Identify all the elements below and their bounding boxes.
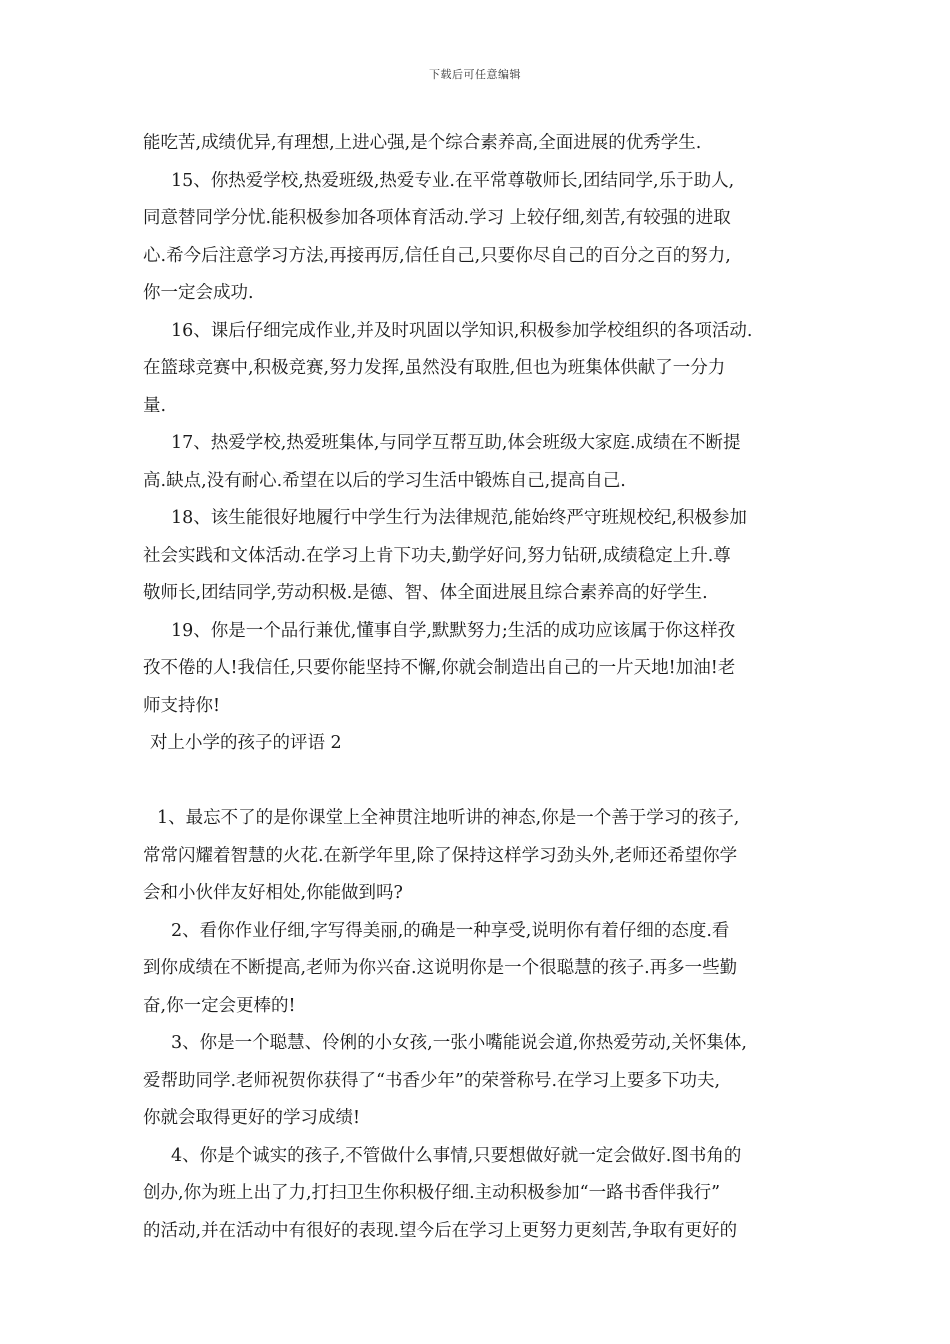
text-line: 能吃苦,成绩优异,有理想,上进心强,是个综合素养高,全面进展的优秀学生. bbox=[143, 133, 702, 153]
paragraph-16-start: 16、课后仔细完成作业,并及时巩固以学知识,积极参加学校组织的各项活动. bbox=[171, 320, 753, 341]
text-line: 会和小伙伴友好相处,你能做到吗? bbox=[143, 883, 403, 903]
paragraph-3-start: 3、你是一个聪慧、伶俐的小女孩,一张小嘴能说会道,你热爱劳动,关怀集体, bbox=[171, 1033, 747, 1053]
paragraph-4-start: 4、你是个诚实的孩子,不管做什么事情,只要想做好就一定会做好.图书角的 bbox=[171, 1145, 742, 1166]
text-line: 奋,你一定会更棒的! bbox=[143, 995, 296, 1016]
text-line: 常常闪耀着智慧的火花.在新学年里,除了保持这样学习劲头外,老师还希望你学 bbox=[143, 845, 738, 866]
text-line: 社会实践和文体活动.在学习上肯下功夫,勤学好问,努力钻研,成绩稳定上升.尊 bbox=[143, 545, 731, 566]
paragraph-18-start: 18、该生能很好地履行中学生行为法律规范,能始终严守班规校纪,积极参加 bbox=[171, 508, 747, 528]
section-heading: 对上小学的孩子的评语 2 bbox=[150, 733, 342, 753]
blank-line bbox=[143, 763, 813, 801]
text-line: 你就会取得更好的学习成绩! bbox=[143, 1108, 361, 1128]
page-header: 下载后可任意编辑 bbox=[429, 68, 521, 81]
text-line: 到你成绩在不断提高,老师为你兴奋.这说明你是一个很聪慧的孩子.再多一些勤 bbox=[143, 958, 738, 978]
text-line: 创办,你为班上出了力,打扫卫生你积极仔细.主动积极参加“一路书香伴我行” bbox=[143, 1183, 721, 1203]
text-line: 爱帮助同学.老师祝贺你获得了“书香少年”的荣誉称号.在学习上要多下功夫, bbox=[143, 1070, 721, 1091]
text-line: 你一定会成功. bbox=[143, 283, 254, 303]
text-line: 师支持你! bbox=[143, 695, 221, 716]
paragraph-2-start: 2、看你作业仔细,字写得美丽,的确是一种享受,说明你有着仔细的态度.看 bbox=[171, 920, 730, 941]
paragraph-19-start: 19、你是一个品行兼优,懂事自学,默默努力;生活的成功应该属于你这样孜 bbox=[171, 620, 736, 641]
paragraph-17-start: 17、热爱学校,热爱班集体,与同学互帮互助,体会班级大家庭.成绩在不断提 bbox=[171, 433, 741, 453]
text-line: 孜不倦的人!我信任,只要你能坚持不懈,你就会制造出自己的一片天地!加油!老 bbox=[143, 658, 736, 678]
text-line: 同意替同学分忧.能积极参加各项体育活动.学习 上较仔细,刻苦,有较强的进取 bbox=[143, 208, 731, 228]
text-line: 高.缺点,没有耐心.希望在以后的学习生活中锻炼自己,提高自己. bbox=[143, 470, 626, 491]
text-line: 的活动,并在活动中有很好的表现.望今后在学习上更努力更刻苦,争取有更好的 bbox=[143, 1220, 738, 1241]
text-line: 敬师长,团结同学,劳动积极.是德、智、体全面进展且综合素养高的好学生. bbox=[143, 583, 708, 603]
paragraph-1-start: 1、最忘不了的是你课堂上全神贯注地听讲的神态,你是一个善于学习的孩子, bbox=[157, 808, 740, 828]
text-line: 心.希今后注意学习方法,再接再厉,信任自己,只要你尽自己的百分之百的努力, bbox=[143, 245, 731, 266]
document-body bbox=[143, 125, 813, 1250]
text-line: 在篮球竞赛中,积极竞赛,努力发挥,虽然没有取胜,但也为班集体供献了一分力 bbox=[143, 358, 726, 378]
paragraph-15-start: 15、你热爱学校,热爱班级,热爱专业.在平常尊敬师长,团结同学,乐于助人, bbox=[171, 170, 735, 191]
text-line: 量. bbox=[143, 395, 167, 416]
